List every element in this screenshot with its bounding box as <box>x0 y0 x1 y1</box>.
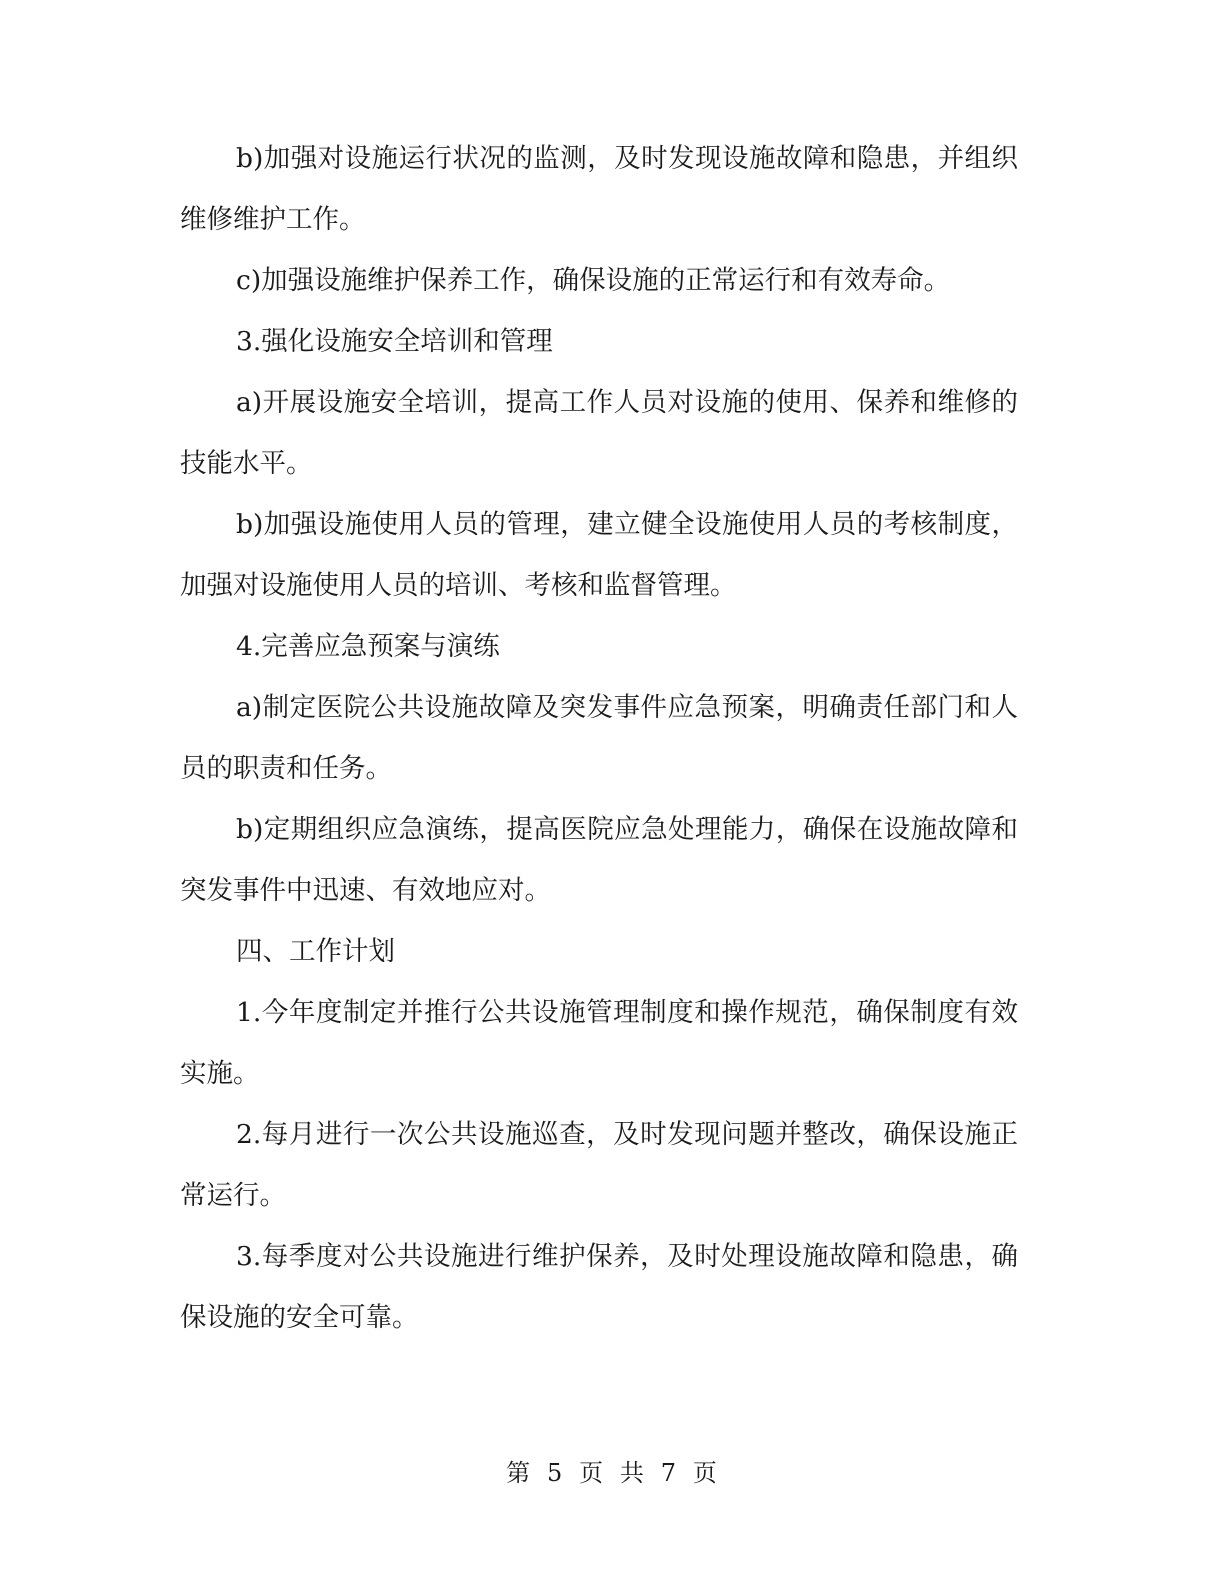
footer-total-prefix: 共 <box>619 1459 645 1487</box>
paragraph-plan-monthly: 2.每月进行一次公共设施巡查，及时发现问题并整改，确保设施正常运行。 <box>180 1119 1018 1211</box>
paragraph-emergency-drill: b)定期组织应急演练，提高医院应急处理能力，确保在设施故障和突发事件中迅速、有效地应对。 <box>180 814 1018 906</box>
section-heading-emergency-plan: 4.完善应急预案与演练 <box>236 631 500 662</box>
footer-page-word-2: 页 <box>692 1459 718 1487</box>
section-heading-safety-training: 3.强化设施安全培训和管理 <box>236 326 553 357</box>
paragraph-maintenance: c)加强设施维护保养工作，确保设施的正常运行和有效寿命。 <box>236 265 951 296</box>
footer-page-word: 页 <box>579 1459 605 1487</box>
paragraph-emergency-plan: a)制定医院公共设施故障及突发事件应急预案，明确责任部门和人员的职责和任务。 <box>180 692 1018 784</box>
paragraph-plan-quarterly: 3.每季度对公共设施进行维护保养，及时处理设施故障和隐患，确保设施的安全可靠。 <box>180 1241 1018 1333</box>
page-footer <box>0 1458 1224 1488</box>
paragraph-plan-annual: 1.今年度制定并推行公共设施管理制度和操作规范，确保制度有效实施。 <box>180 997 1018 1089</box>
paragraph-safety-training: a)开展设施安全培训，提高工作人员对设施的使用、保养和维修的技能水平。 <box>180 387 1018 479</box>
paragraph-staff-management: b)加强设施使用人员的管理，建立健全设施使用人员的考核制度，加强对设施使用人员的培训、考核和监督管理。 <box>180 509 1018 601</box>
paragraph-monitoring: b)加强对设施运行状况的监测，及时发现设施故障和隐患，并组织维修维护工作。 <box>180 143 1018 235</box>
footer-current-page: 5 <box>546 1459 564 1487</box>
section-heading-work-plan: 四、工作计划 <box>236 936 395 967</box>
footer-total-pages: 7 <box>660 1459 678 1487</box>
document-body <box>180 128 1018 1348</box>
footer-prefix: 第 <box>506 1459 532 1487</box>
